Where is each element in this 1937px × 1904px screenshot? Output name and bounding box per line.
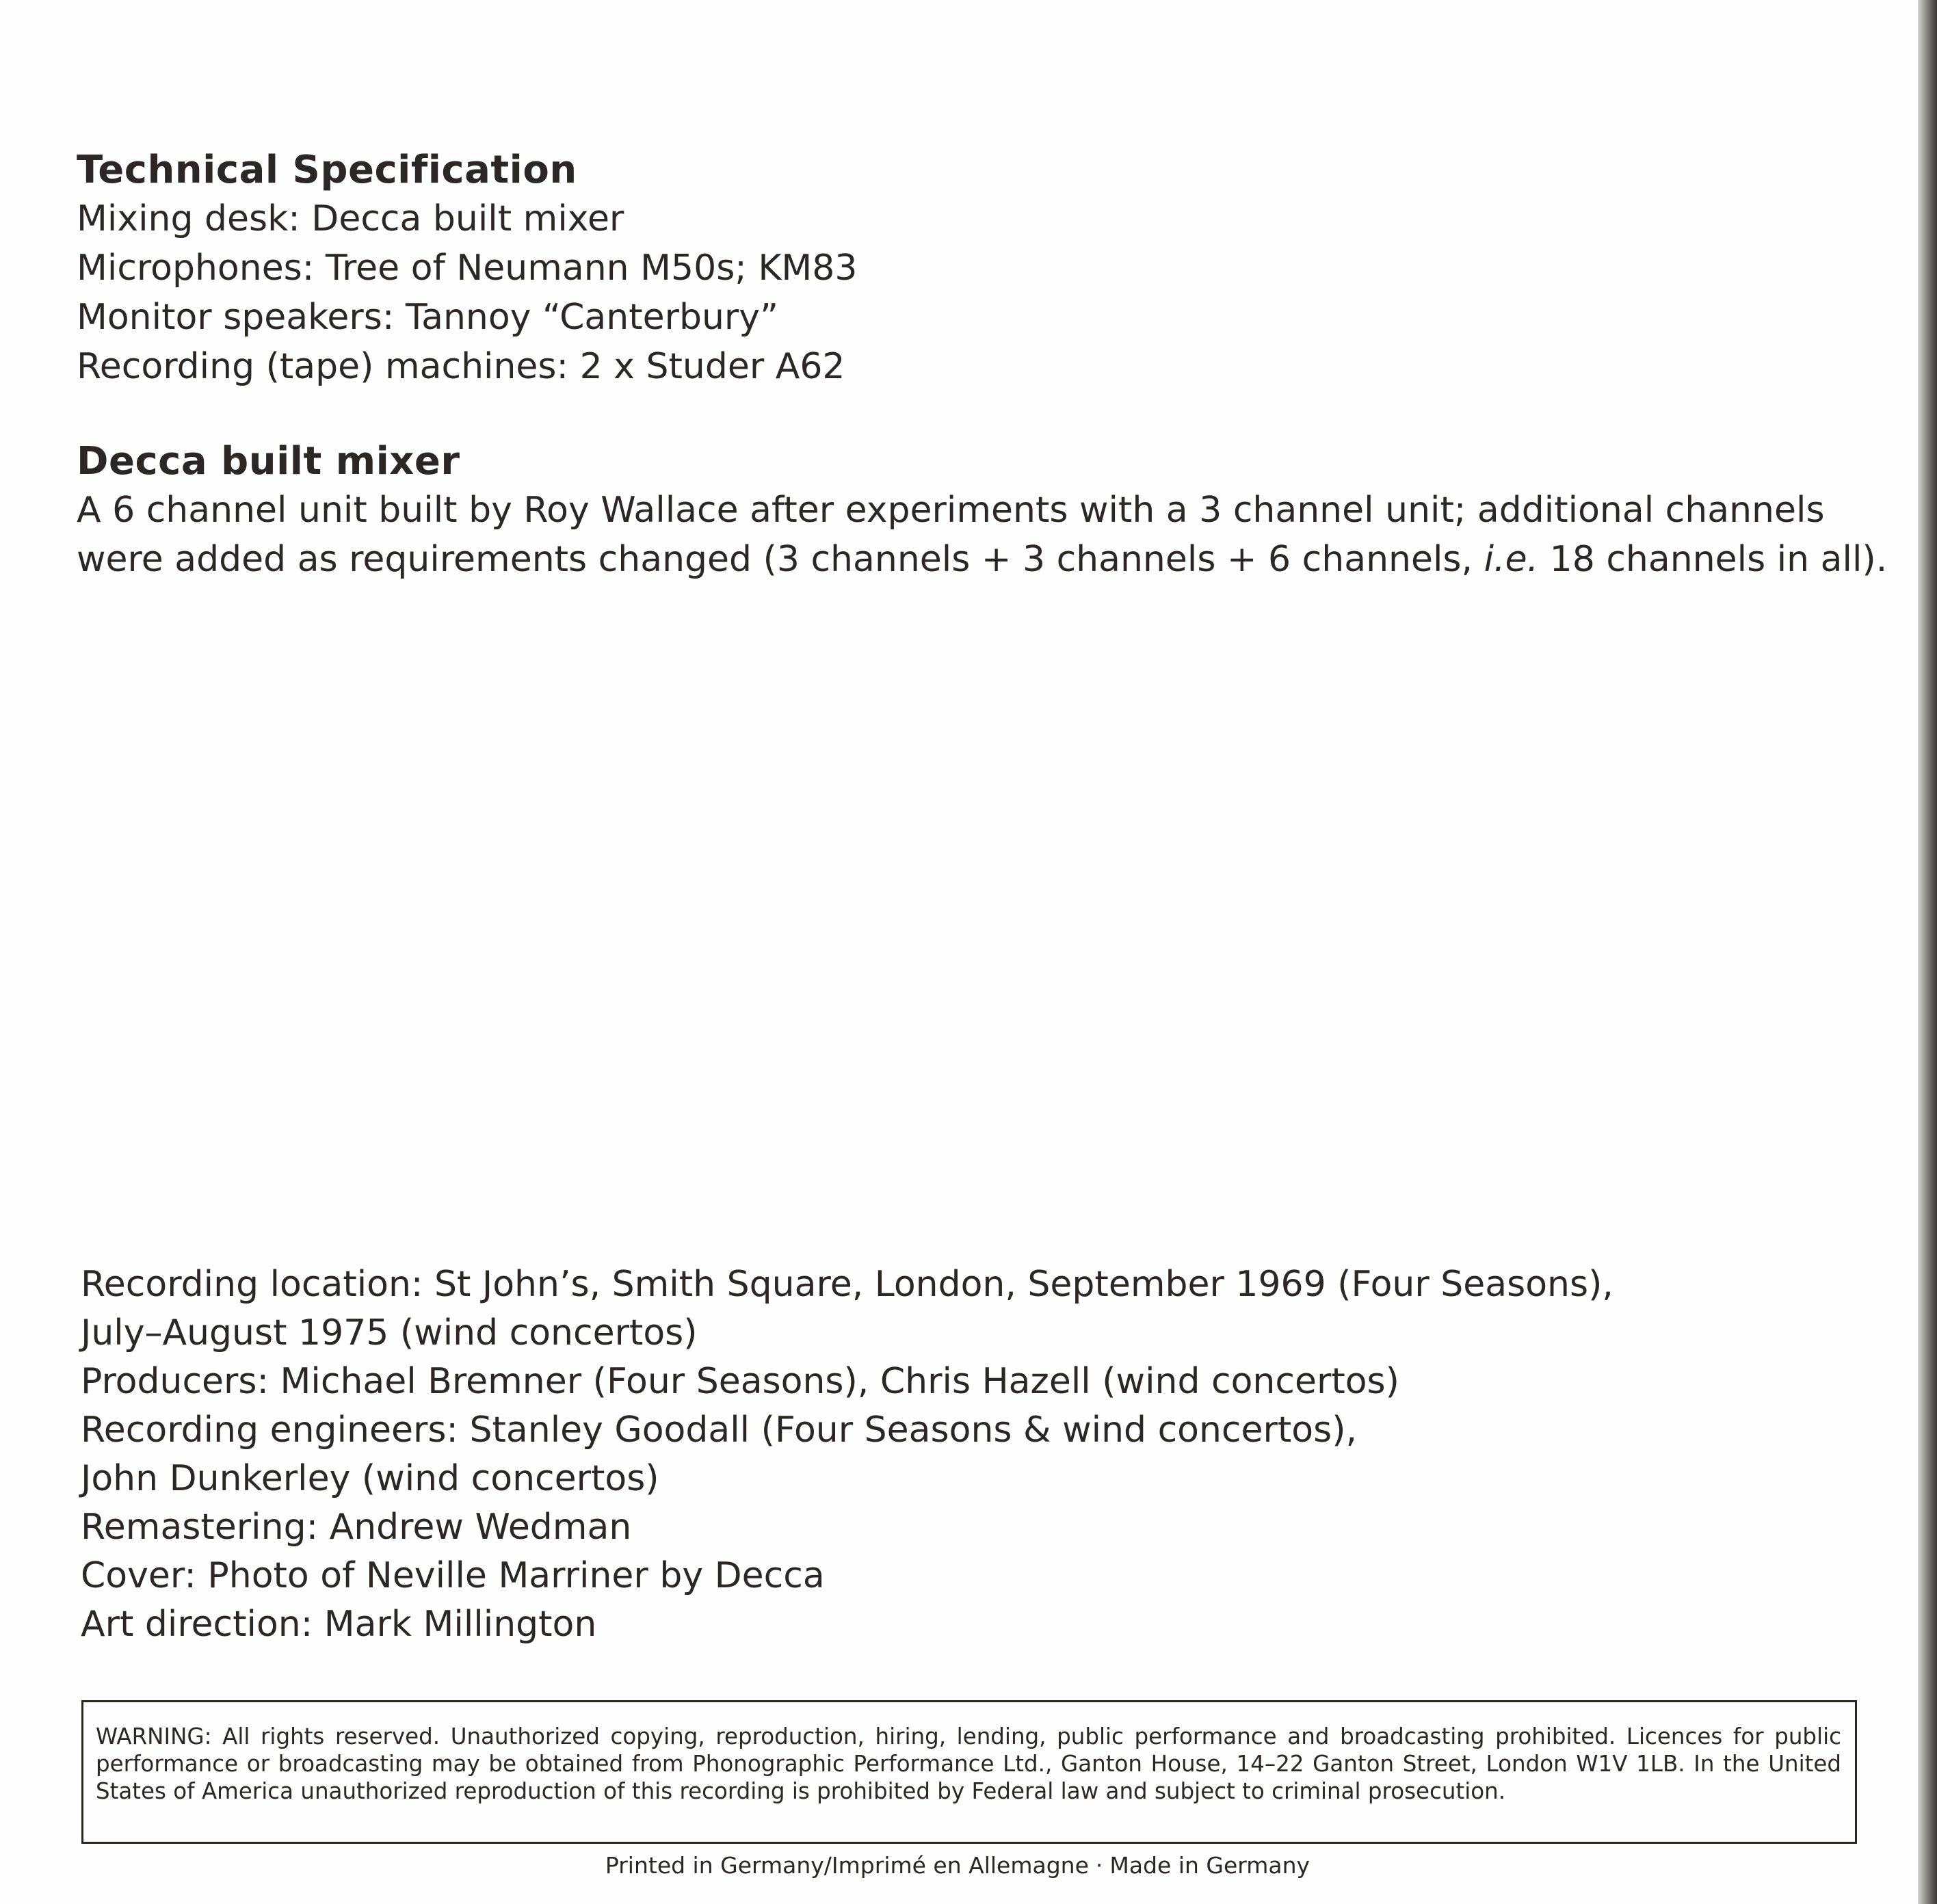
made-in-text: Made in Germany [1109, 1852, 1310, 1879]
decca-mixer-line-2-start: were added as requirements changed (3 channels + 3 channels + 6 channels, [77, 539, 1484, 580]
page-edge [1918, 0, 1937, 1904]
recording-location-line-2: July–August 1975 (wind concertos) [81, 1312, 698, 1353]
warning-box [81, 1700, 1857, 1844]
recording-engineers-line-1: Recording engineers: Stanley Goodall (Four Seasons & wind concertos), [81, 1410, 1358, 1451]
printed-in-text: Printed in Germany/Imprimé en Allemagne [605, 1852, 1089, 1879]
decca-mixer-heading: Decca built mixer [77, 439, 460, 484]
microphones-line: Microphones: Tree of Neumann M50s; KM83 [77, 248, 858, 289]
decca-mixer-line-2-end: 18 channels in all). [1538, 539, 1888, 580]
technical-specification-section [77, 146, 857, 391]
recording-machines-line: Recording (tape) machines: 2 x Studer A62 [77, 346, 845, 387]
monitor-speakers-line: Monitor speakers: Tannoy “Canterbury” [77, 297, 779, 338]
decca-mixer-line-2 [77, 535, 1887, 584]
recording-location-line-1: Recording location: St John’s, Smith Square, London, September 1969 (Four Seasons), [81, 1264, 1613, 1305]
decca-mixer-section [77, 438, 1887, 584]
remastering-line: Remastering: Andrew Wedman [81, 1507, 632, 1548]
credits-section [81, 1260, 1613, 1649]
printed-in-footer [0, 1852, 1915, 1879]
recording-engineers-line-2: John Dunkerley (wind concertos) [81, 1458, 659, 1499]
footer-separator: · [1095, 1852, 1103, 1879]
mixing-desk-line: Mixing desk: Decca built mixer [77, 198, 624, 239]
technical-specification-heading: Technical Specification [77, 148, 577, 192]
producers-line: Producers: Michael Bremner (Four Seasons), Chris Hazell (wind concertos) [81, 1361, 1399, 1402]
decca-mixer-line-1: A 6 channel unit built by Roy Wallace after experiments with a 3 channel unit; additional channels [77, 490, 1825, 531]
decca-mixer-line-2-italic: i.e. [1484, 539, 1539, 580]
art-direction-line: Art direction: Mark Millington [81, 1604, 597, 1645]
cover-line: Cover: Photo of Neville Marriner by Decca [81, 1555, 825, 1596]
warning-text: WARNING: All rights reserved. Unauthorized copying, reproduction, hiring, lending, public performance and broadcasting prohibited. Licences for public performance or broadcasting may be obtained from Phonographic Performance Ltd., Ganton House, 14–22 Ganton Street, London W1V 1LB. In the United States of America unauthorized reproduction of this recording is prohibited by Federal law and subject to criminal prosecution. [96, 1723, 1841, 1804]
